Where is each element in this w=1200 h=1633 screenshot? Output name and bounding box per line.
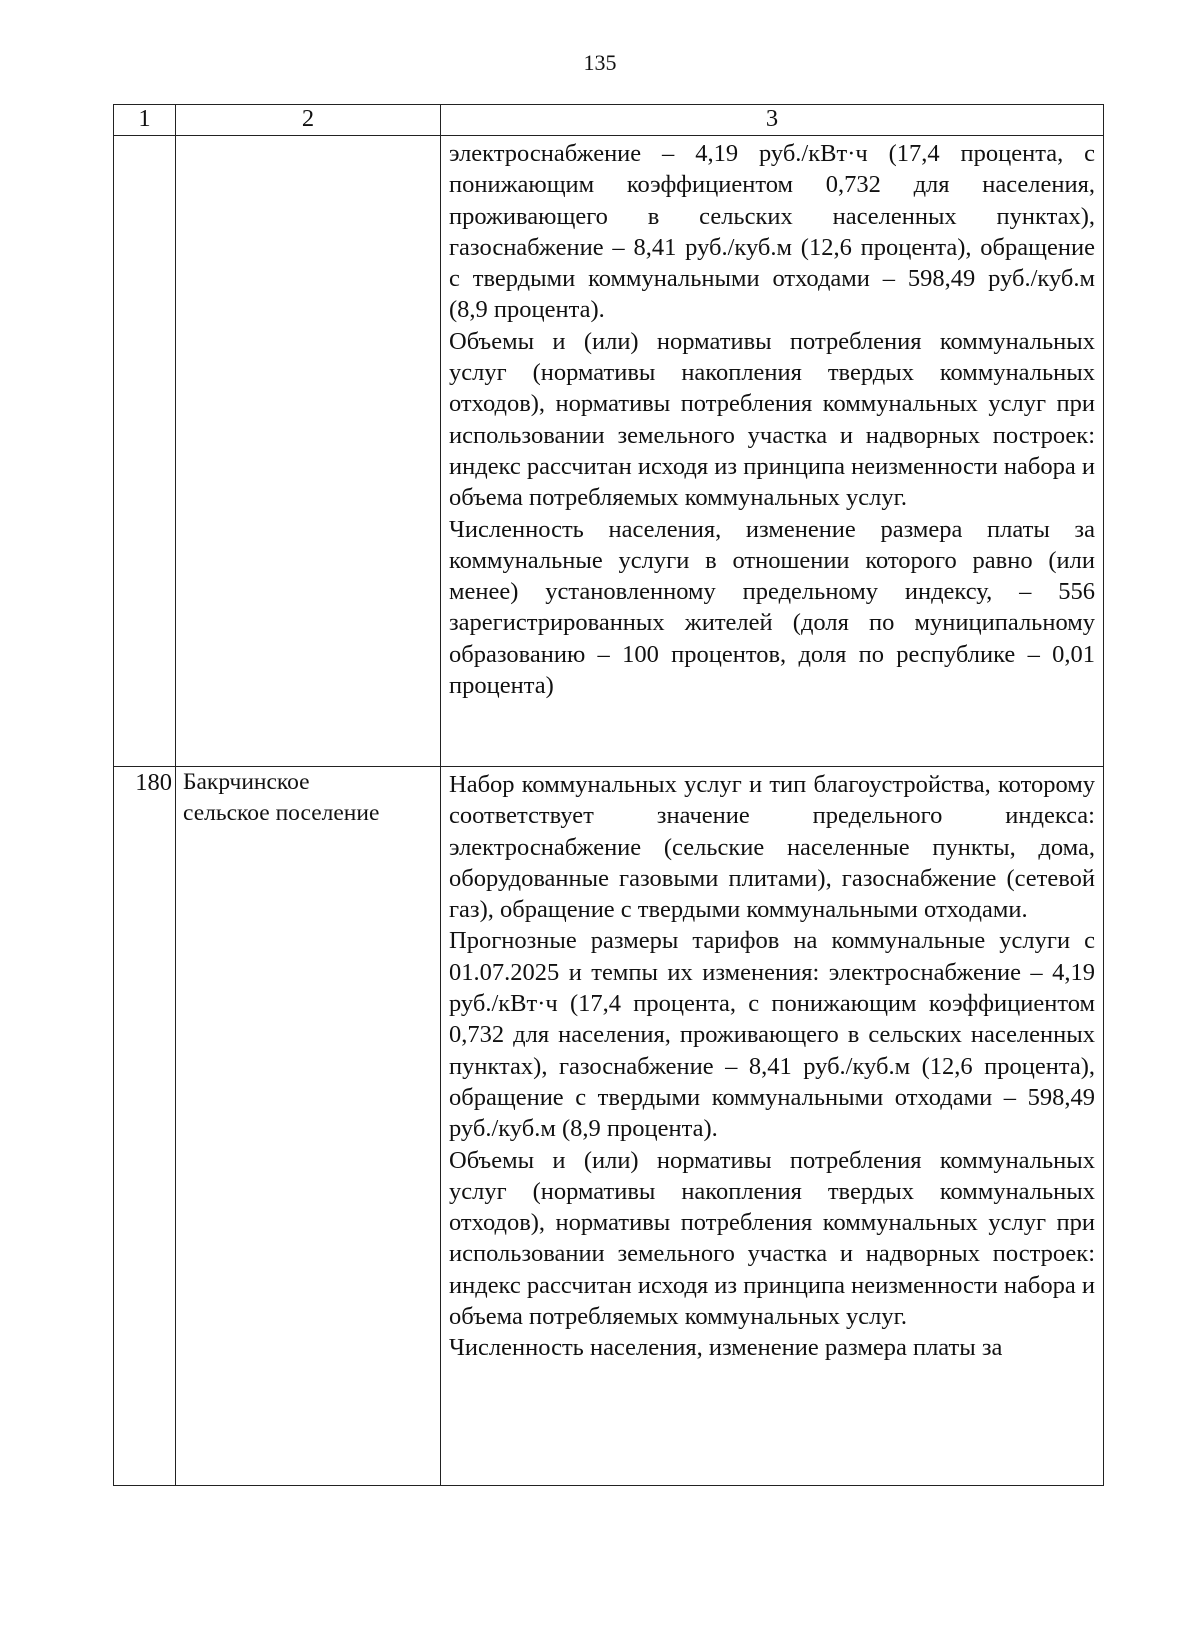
- table-header-row: [114, 105, 1104, 136]
- column-header-2: 2: [176, 105, 441, 136]
- description-cell: [441, 767, 1104, 1486]
- description-paragraph: Объемы и (или) нормативы потребления коммунальных услуг (нормативы накопления твердых коммунальных отходов), нормативы потребления коммунальных услуг при использовании земельного участка и надворных построек: индекс рассчитан исходя из принципа неизменности набора и объема потребляемых коммунальных услуг.: [449, 327, 1095, 512]
- description-cell: [441, 136, 1104, 767]
- document-table: [113, 104, 1104, 1486]
- description-paragraph: электроснабжение – 4,19 руб./кВт·ч (17,4 процента, с понижающим коэффициентом 0,732 для населения, проживающего в сельских населенных пунктах), газоснабжение – 8,41 руб./куб.м (12,6 процента), обращение с твердыми коммунальными отходами – 598,49 руб./куб.м (8,9 процента).: [449, 140, 1095, 324]
- column-header-1: 1: [114, 105, 176, 136]
- table-row: [114, 767, 1104, 1486]
- description-paragraph: Набор коммунальных услуг и тип благоустройства, которому соответствует значение предельного индекса: электроснабжение (сельские населенные пункты, дома, оборудованные газовыми плитами), газоснабжение (сетевой газ), обращение с твердыми коммунальными отходами.: [449, 771, 1095, 924]
- row-number-cell: 180: [114, 767, 176, 1486]
- table-row: [114, 136, 1104, 767]
- column-header-3: 3: [441, 105, 1104, 136]
- settlement-name-cell: Бакрчинское сельское поселение: [176, 767, 441, 1486]
- settlement-name-cell: [176, 136, 441, 767]
- description-paragraph: Численность населения, изменение размера платы за: [449, 1334, 1003, 1362]
- description-paragraph: Объемы и (или) нормативы потребления коммунальных услуг (нормативы накопления твердых коммунальных отходов), нормативы потребления коммунальных услуг при использовании земельного участка и надворных построек: индекс рассчитан исходя из принципа неизменности набора и объема потребляемых коммунальных услуг.: [449, 1146, 1095, 1331]
- description-paragraph: Прогнозные размеры тарифов на коммунальные услуги с 01.07.2025 и темпы их изменения: электроснабжение – 4,19 руб./кВт·ч (17,4 процента, с понижающим коэффициентом 0,732 для населения, проживающего в сельских населенных пунктах), газоснабжение – 8,41 руб./куб.м (12,6 процента), обращение с твердыми коммунальными отходами – 598,49 руб./куб.м (8,9 процента).: [449, 927, 1095, 1143]
- description-paragraph: Численность населения, изменение размера платы за коммунальные услуги в отношении которого равно (или менее) установленному предельному индексу, – 556 зарегистрированных жителей (доля по муниципальному образованию – 100 процентов, доля по республике – 0,01 процента): [449, 515, 1095, 700]
- row-number-cell: [114, 136, 176, 767]
- page-number: 135: [583, 50, 617, 75]
